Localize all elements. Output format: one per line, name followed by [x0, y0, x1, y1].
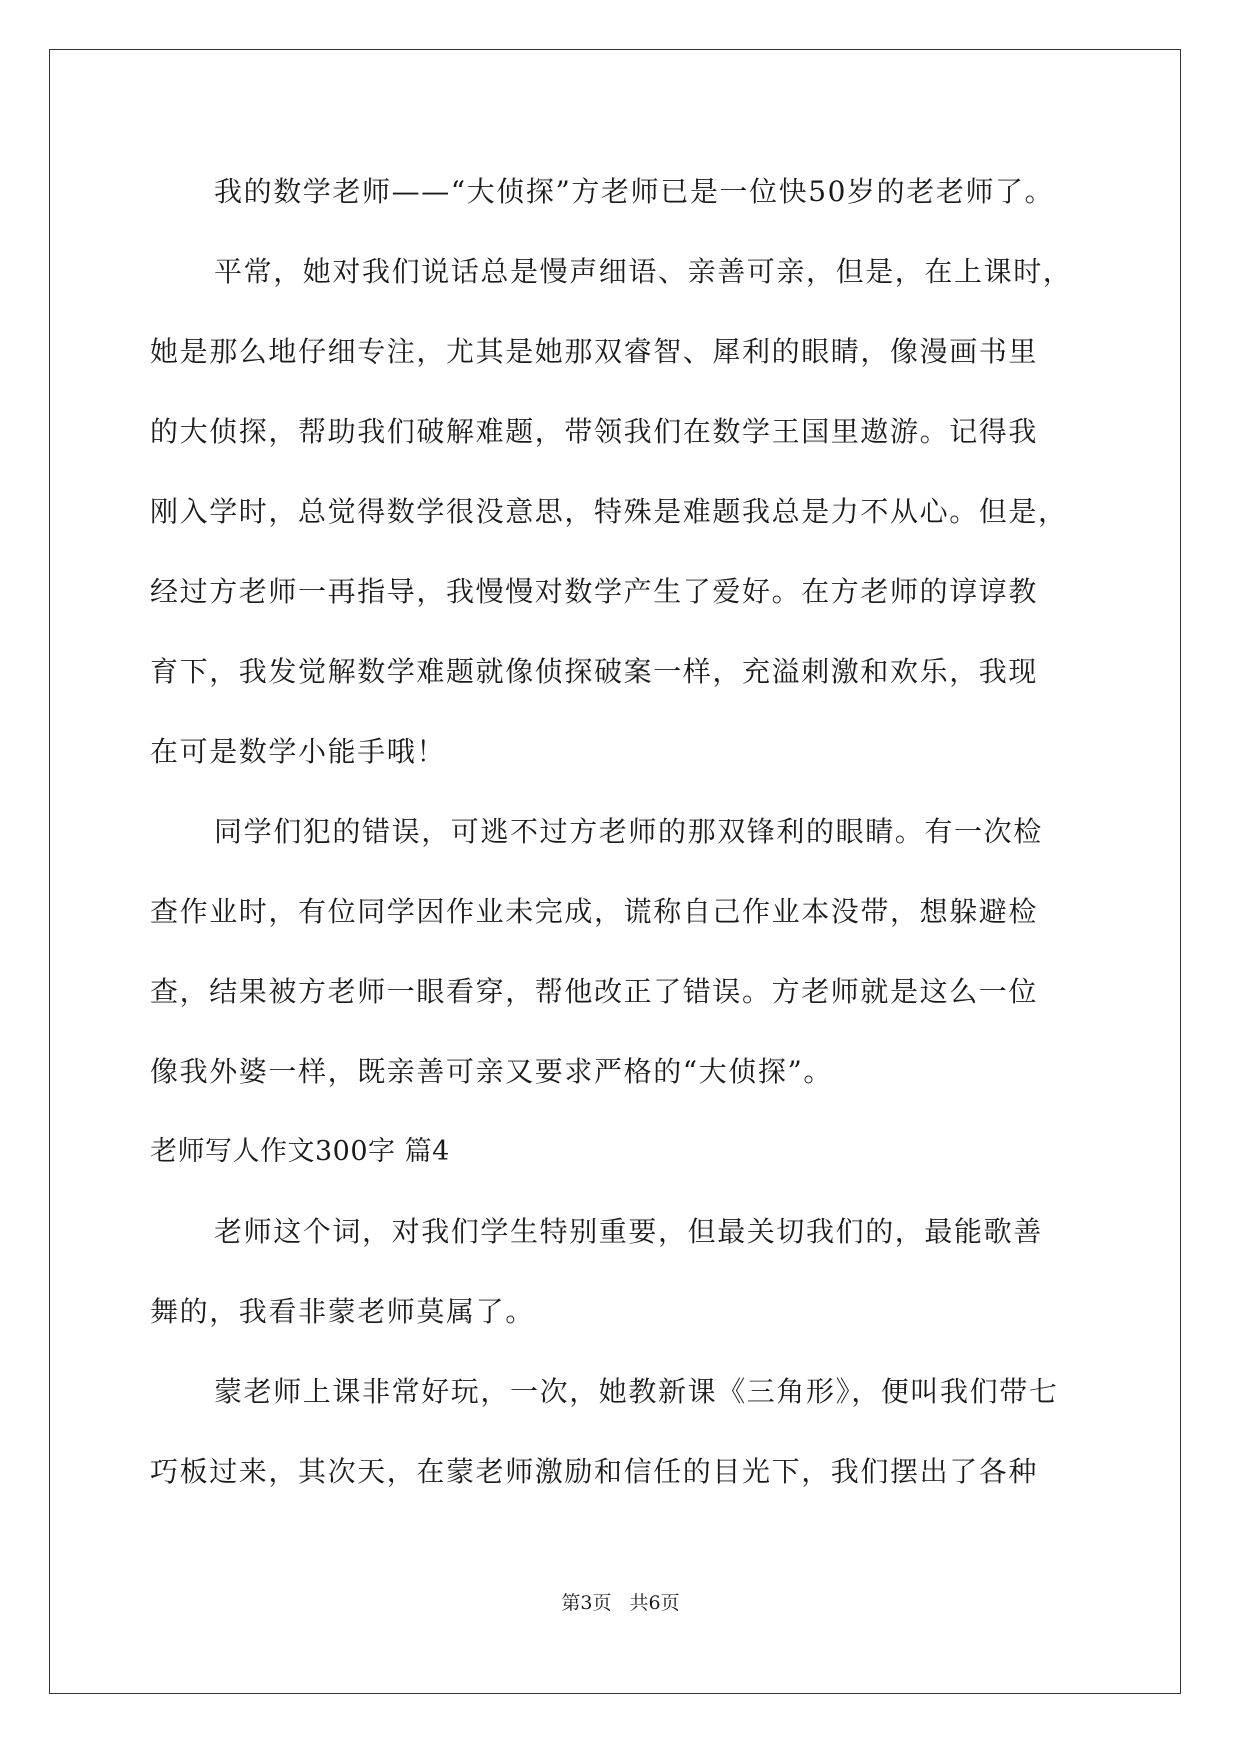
paragraph-line: 在可是数学小能手哦！ [150, 735, 447, 768]
page-number: 第3页 [561, 1592, 612, 1614]
paragraph-line: 育下，我发觉解数学难题就像侦探破案一样，充溢刺激和欢乐，我现 [150, 655, 1039, 688]
paragraph-line: 老师这个词，对我们学生特别重要，但最关切我们的，最能歌善 [214, 1215, 1043, 1248]
paragraph-line: 蒙老师上课非常好玩，一次，她教新课《三角形》，便叫我们带七 [214, 1375, 1059, 1408]
paragraph-line: 查，结果被方老师一眼看穿，帮他改正了错误。方老师就是这么一位 [150, 975, 1039, 1008]
paragraph-line: 舞的，我看非蒙老师莫属了。 [150, 1295, 535, 1328]
paragraph-line: 巧板过来，其次天，在蒙老师激励和信任的目光下，我们摆出了各种 [150, 1455, 1039, 1488]
paragraph-line: 经过方老师一再指导，我慢慢对数学产生了爱好。在方老师的谆谆教 [150, 575, 1039, 608]
paragraph-line: 她是那么地仔细专注，尤其是她那双睿智、犀利的眼睛，像漫画书里 [150, 335, 1039, 368]
paragraph-line: 平常，她对我们说话总是慢声细语、亲善可亲，但是，在上课时， [214, 255, 1073, 288]
paragraph-line: 我的数学老师——“大侦探”方老师已是一位快50岁的老老师了。 [214, 175, 1055, 208]
page-frame [49, 49, 1181, 1694]
paragraph-line: 刚入学时，总觉得数学很没意思，特殊是难题我总是力不从心。但是， [150, 495, 1068, 528]
paragraph-line: 像我外婆一样，既亲善可亲又要求严格的“大侦探”。 [150, 1055, 834, 1088]
paragraph-line: 查作业时，有位同学因作业未完成，谎称自己作业本没带，想躲避检 [150, 895, 1039, 928]
paragraph-line: 同学们犯的错误，可逃不过方老师的那双锋利的眼睛。有一次检 [214, 815, 1043, 848]
page-total: 共6页 [629, 1592, 680, 1614]
paragraph-line: 的大侦探，帮助我们破解难题，带领我们在数学王国里遨游。记得我 [150, 415, 1039, 448]
page-footer [0, 1590, 1241, 1616]
section-heading: 老师写人作文300字 篇4 [150, 1136, 450, 1167]
